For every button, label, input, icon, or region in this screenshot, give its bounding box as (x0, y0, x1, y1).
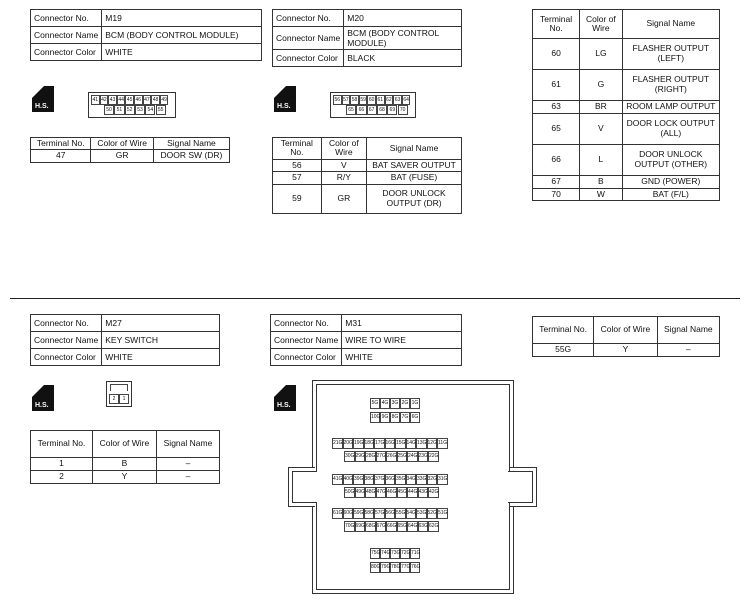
m31-terminal-table: Terminal No. Color of Wire Signal Name 55G Y – (532, 316, 720, 357)
m31-pin: 15G (395, 438, 406, 449)
table-row: 47 GR DOOR SW (DR) (31, 150, 230, 163)
m31-pin: 8G (390, 412, 400, 423)
table-row: 56 V BAT SAVER OUTPUT (273, 159, 462, 172)
m20-connector-color: BLACK (344, 50, 462, 67)
m31-pin: 46G (386, 487, 397, 498)
section-divider (10, 298, 740, 299)
m19-connector-name: BCM (BODY CONTROL MODULE) (102, 27, 262, 44)
m31-pin: 45G (397, 487, 408, 498)
m27-connector-name: KEY SWITCH (102, 332, 220, 349)
m20-pin: 58 (351, 97, 358, 103)
m19-pin: 54 (145, 105, 155, 115)
m31-pin: 69G (355, 521, 366, 532)
m31-pin: 47G (376, 487, 387, 498)
m19-pin: 44 (118, 97, 124, 103)
m20-pin: 63 (394, 97, 401, 103)
m31-pin: 80G (370, 562, 380, 573)
m31-pin: 4G (380, 398, 390, 409)
m20-pin: 62 (386, 97, 392, 103)
m19-pin: 47 (144, 97, 150, 103)
m19-pin: 49 (161, 97, 167, 103)
m31-pin: 61G (332, 508, 343, 519)
m31-pin: 78G (390, 562, 400, 573)
m19-pin: 43 (109, 97, 116, 103)
m31-pin: 24G (407, 451, 418, 462)
m31-pin: 66G (386, 521, 397, 532)
m20-pin: 60 (368, 97, 375, 103)
m31-pin: 16G (385, 438, 396, 449)
m20-pin: 67 (367, 105, 377, 115)
m31-pin: 11G (437, 438, 448, 449)
m31-pin: 68G (365, 521, 376, 532)
m20-connector-no: M20 (344, 10, 462, 27)
hs-icon: H.S. (32, 385, 54, 411)
table-row: 60 LG FLASHER OUTPUT (LEFT) (533, 39, 720, 70)
m31-pin: 9G (380, 412, 390, 423)
m20-connector-info: Connector No. M20 Connector Name BCM (BODY CONTROL MODULE) Connector Color BLACK (272, 9, 462, 67)
m31-pin: 77G (400, 562, 410, 573)
table-row: 67 B GND (POWER) (533, 175, 720, 188)
m20-pin: 59 (360, 97, 366, 103)
m31-pin: 79G (380, 562, 390, 573)
m20-pin: 69 (387, 105, 397, 115)
m31-pin: 17G (374, 438, 385, 449)
m27-connector-face (106, 381, 132, 407)
m31-pin: 56G (385, 508, 396, 519)
m19-pin: 41 (92, 97, 99, 103)
hs-icon: H.S. (274, 385, 296, 411)
m31-pin: 44G (407, 487, 418, 498)
m19-connector-info: Connector No. M19 Connector Name BCM (BODY CONTROL MODULE) Connector Color WHITE (30, 9, 262, 61)
m31-pin: 36G (385, 474, 396, 485)
m31-pin: 20G (343, 438, 354, 449)
m31-connector-color: WHITE (342, 349, 462, 366)
m31-pin: 63G (418, 521, 429, 532)
m31-pin: 75G (370, 548, 380, 559)
m19-pin: 46 (135, 97, 142, 103)
table-row: 66 L DOOR UNLOCK OUTPUT (OTHER) (533, 144, 720, 175)
m31-pin: 59G (353, 508, 364, 519)
m31-pin: 5G (370, 398, 380, 409)
m31-pin: 37G (374, 474, 385, 485)
m19-pin: 51 (114, 105, 124, 115)
m31-pin: 48G (365, 487, 376, 498)
m31-pin: 51G (437, 508, 448, 519)
m27-pin: 2 (109, 394, 119, 404)
m31-pin: 43G (418, 487, 429, 498)
m20-pin: 65 (346, 105, 356, 115)
m19-pin: 52 (125, 105, 135, 115)
m31-pin: 21G (332, 438, 343, 449)
m20-pin: 57 (343, 97, 349, 103)
m31-pin: 29G (355, 451, 366, 462)
m31-pin: 71G (410, 548, 420, 559)
m31-pin: 12G (427, 438, 438, 449)
m31-pin: 10G (370, 412, 380, 423)
m31-pin: 31G (437, 474, 448, 485)
m19-pin: 42 (101, 97, 107, 103)
m31-pin: 38G (364, 474, 375, 485)
table-row: 57 R/Y BAT (FUSE) (273, 172, 462, 185)
m20-pin: 61 (377, 97, 384, 103)
m20-pin: 70 (398, 105, 408, 115)
m31-pin: 39G (353, 474, 364, 485)
m20-pin: 66 (356, 105, 366, 115)
table-row: 63 BR ROOM LAMP OUTPUT (533, 101, 720, 114)
m27-connector-info: Connector No. M27 Connector Name KEY SWITCH Connector Color WHITE (30, 314, 220, 366)
m31-connector-info: Connector No. M31 Connector Name WIRE TO WIRE Connector Color WHITE (270, 314, 462, 366)
m31-pin: 76G (410, 562, 420, 573)
table-row: 65 V DOOR LOCK OUTPUT (ALL) (533, 113, 720, 144)
table-row: 61 G FLASHER OUTPUT (RIGHT) (533, 70, 720, 101)
m31-pin: 50G (344, 487, 355, 498)
m20-connector-face (330, 92, 416, 118)
m31-pin: 18G (364, 438, 375, 449)
m31-pin: 19G (353, 438, 364, 449)
m31-pin: 65G (397, 521, 408, 532)
m31-pin: 54G (406, 508, 417, 519)
m31-pin: 25G (397, 451, 408, 462)
m20-pin: 56 (334, 97, 341, 103)
m31-pin: 60G (343, 508, 354, 519)
m31-pin: 74G (380, 548, 390, 559)
m19-pin: 55 (156, 105, 166, 115)
m31-pin: 62G (428, 521, 439, 532)
m31-pin: 30G (344, 451, 355, 462)
table-row: 2 Y – (31, 470, 220, 483)
table-row: 55G Y – (533, 344, 720, 357)
m19-pin: 45 (126, 97, 133, 103)
m20-pin: 68 (377, 105, 387, 115)
m27-connector-no: M27 (102, 315, 220, 332)
m31-pin: 27G (376, 451, 387, 462)
table-row: 59 GR DOOR UNLOCK OUTPUT (DR) (273, 185, 462, 214)
m31-pin: 67G (376, 521, 387, 532)
m20-pin: 64 (403, 97, 409, 103)
m31-pin: 49G (355, 487, 366, 498)
m31-pin: 53G (416, 508, 427, 519)
m31-pin: 22G (428, 451, 439, 462)
m31-pin: 72G (400, 548, 410, 559)
table-row: 1 B – (31, 458, 220, 471)
m31-pin: 3G (390, 398, 400, 409)
m31-pin: 2G (400, 398, 410, 409)
m19-pin: 50 (104, 105, 114, 115)
m27-connector-color: WHITE (102, 349, 220, 366)
m19-terminal-table: Terminal No. Color of Wire Signal Name 47 GR DOOR SW (DR) (30, 137, 230, 163)
m31-pin: 64G (407, 521, 418, 532)
m19-connector-color: WHITE (102, 44, 262, 61)
m31-pin: 1G (410, 398, 420, 409)
m27-terminal-table: Terminal No. Color of Wire Signal Name 1 B – 2 Y – (30, 430, 220, 484)
m31-connector-no: M31 (342, 315, 462, 332)
m31-pin: 42G (428, 487, 439, 498)
m31-pin: 35G (395, 474, 406, 485)
hs-icon: H.S. (32, 86, 54, 112)
m19-pin: 48 (152, 97, 159, 103)
m20-terminal-table-continued: Terminal No. Color of Wire Signal Name 60 LG FLASHER OUTPUT (LEFT) 61 G FLASHER OUTPUT (RIGHT) 63 BR ROOM LAMP OUTPUT 65 V DOOR LOCK OUTPUT (ALL) 66 L DOOR UNLOCK OUTPUT (OTHER) 67 B GND (POWER) 70 W BAT (F/L) (532, 9, 720, 201)
m31-connector-name: WIRE TO WIRE (342, 332, 462, 349)
m27-pin: 1 (119, 394, 129, 404)
m31-pin: 26G (386, 451, 397, 462)
m19-connector-face (88, 92, 176, 118)
table-row: 70 W BAT (F/L) (533, 188, 720, 201)
m31-pin: 6G (410, 412, 420, 423)
hs-icon: H.S. (274, 86, 296, 112)
m31-pin: 40G (343, 474, 354, 485)
m31-pin: 7G (400, 412, 410, 423)
m31-pin: 73G (390, 548, 400, 559)
m20-connector-name: BCM (BODY CONTROL MODULE) (344, 27, 462, 50)
m19-connector-no: M19 (102, 10, 262, 27)
m31-pin: 41G (332, 474, 343, 485)
m31-pin: 23G (418, 451, 429, 462)
m31-pin: 57G (374, 508, 385, 519)
m20-terminal-table: Terminal No. Color of Wire Signal Name 56 V BAT SAVER OUTPUT 57 R/Y BAT (FUSE) 59 GR DOOR UNLOCK OUTPUT (DR) (272, 137, 462, 214)
m31-pin: 14G (406, 438, 417, 449)
m31-pin: 55G (395, 508, 406, 519)
m31-pin: 28G (365, 451, 376, 462)
m31-pin: 13G (416, 438, 427, 449)
m31-pin: 70G (344, 521, 355, 532)
m31-pin: 58G (364, 508, 375, 519)
m31-pin: 32G (427, 474, 438, 485)
m19-pin: 53 (135, 105, 145, 115)
m31-pin: 34G (406, 474, 417, 485)
m31-pin: 52G (427, 508, 438, 519)
m31-pin: 33G (416, 474, 427, 485)
